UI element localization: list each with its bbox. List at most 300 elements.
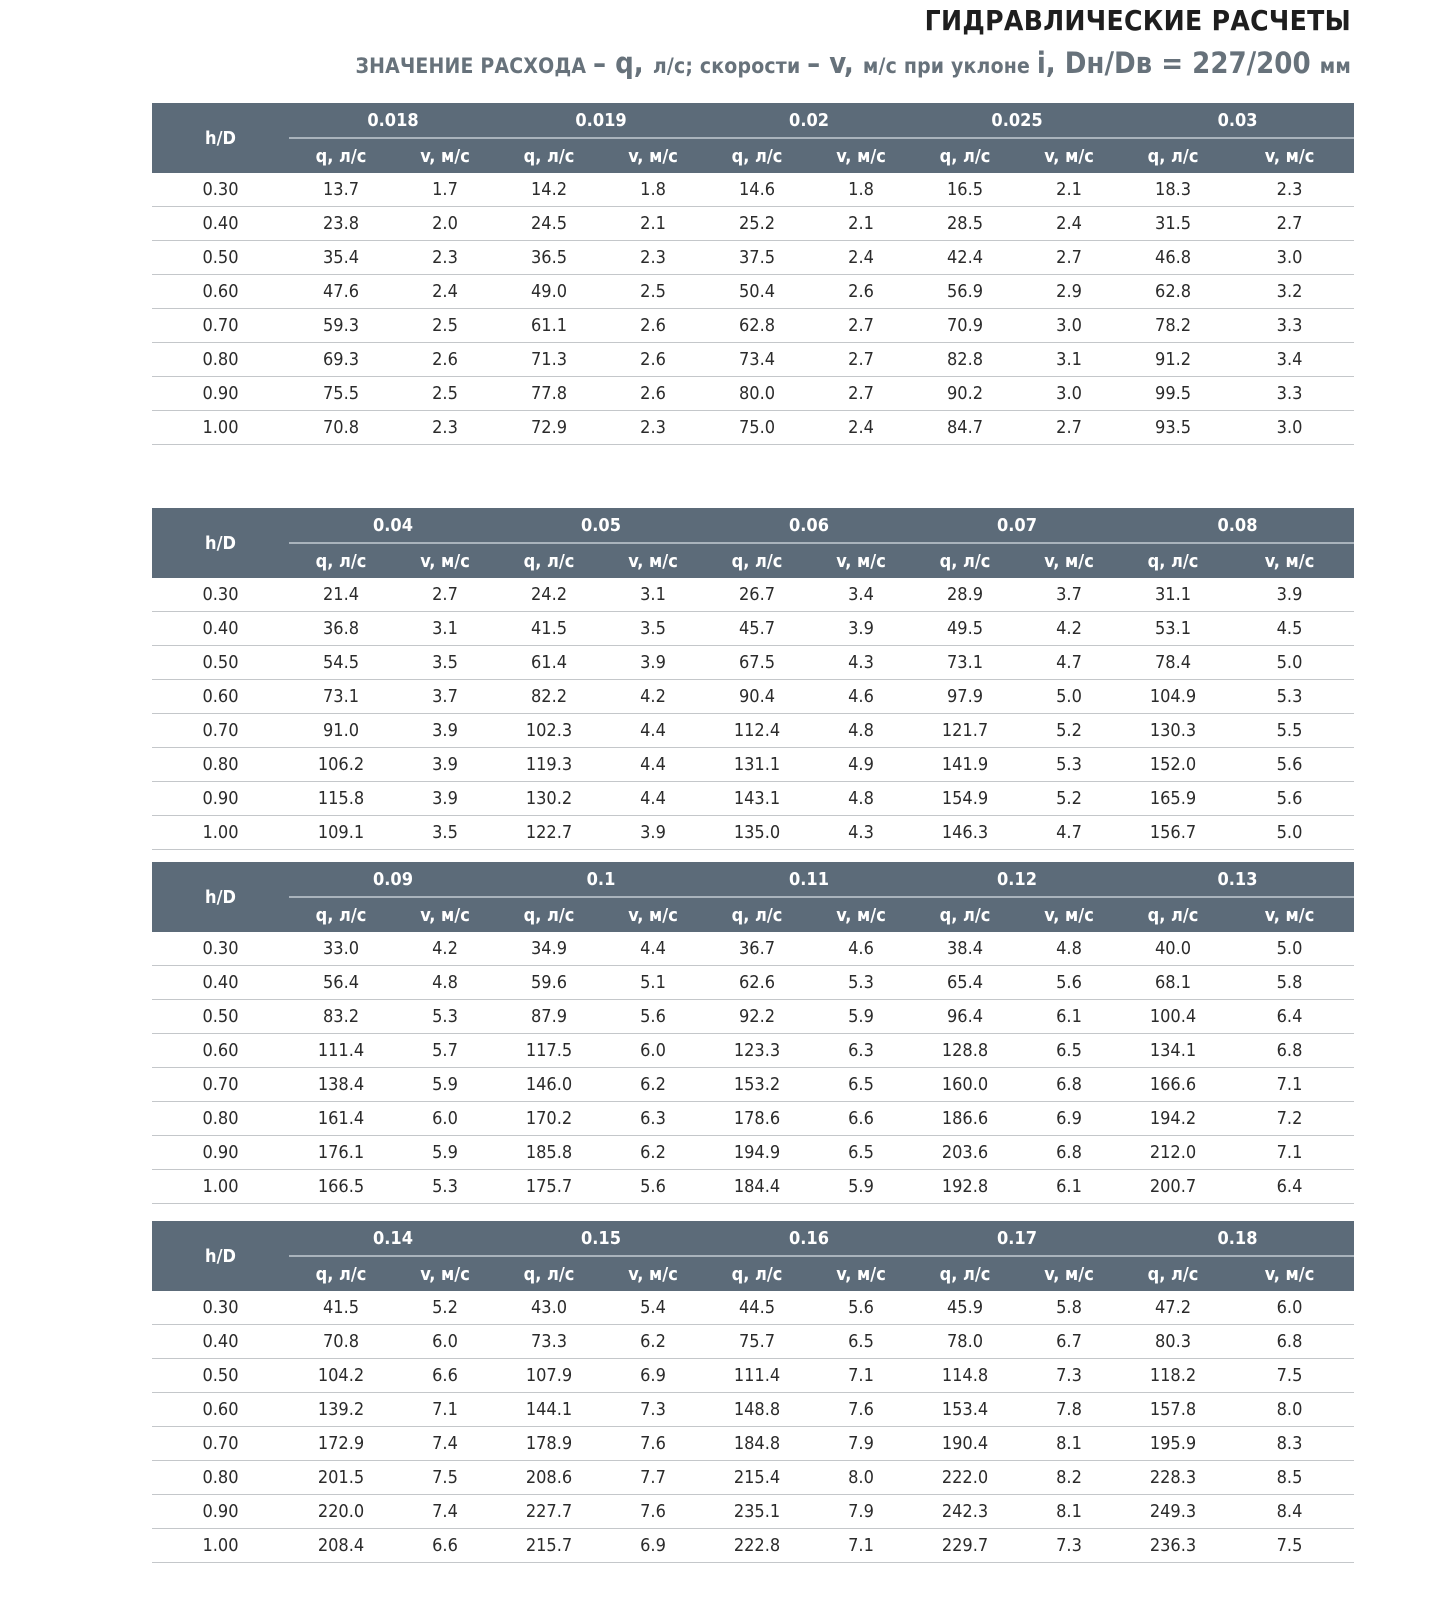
table-row [152, 1291, 1354, 1325]
flow-value: 44.5 [705, 1291, 809, 1325]
velocity-header: v, м/с [393, 138, 497, 173]
velocity-value: 4.2 [601, 680, 705, 714]
flow-header: q, л/с [289, 1256, 393, 1291]
velocity-value: 6.8 [1225, 1034, 1354, 1068]
velocity-header: v, м/с [1017, 897, 1121, 932]
velocity-header: v, м/с [809, 543, 913, 578]
flow-value: 65.4 [913, 966, 1017, 1000]
table-row [152, 1325, 1354, 1359]
flow-value: 41.5 [497, 612, 601, 646]
subtitle-part: мм [1319, 54, 1351, 78]
flow-value: 50.4 [705, 275, 809, 309]
hd-value: 1.00 [152, 411, 289, 445]
velocity-header: v, м/с [601, 138, 705, 173]
velocity-value: 3.3 [1225, 309, 1354, 343]
velocity-value: 2.7 [1225, 207, 1354, 241]
flow-value: 71.3 [497, 343, 601, 377]
velocity-value: 2.7 [809, 309, 913, 343]
flow-value: 139.2 [289, 1393, 393, 1427]
flow-value: 38.4 [913, 932, 1017, 966]
flow-value: 236.3 [1121, 1529, 1225, 1563]
flow-value: 100.4 [1121, 1000, 1225, 1034]
flow-value: 24.2 [497, 578, 601, 612]
velocity-value: 7.4 [393, 1427, 497, 1461]
velocity-value: 4.5 [1225, 612, 1354, 646]
velocity-header: v, м/с [393, 543, 497, 578]
flow-value: 153.2 [705, 1068, 809, 1102]
hd-value: 0.60 [152, 1393, 289, 1427]
flow-value: 178.6 [705, 1102, 809, 1136]
velocity-value: 5.9 [393, 1136, 497, 1170]
subtitle-part: л/с; скорости [652, 54, 808, 78]
hd-value: 0.80 [152, 748, 289, 782]
flow-value: 75.5 [289, 377, 393, 411]
flow-header: q, л/с [289, 897, 393, 932]
flow-value: 203.6 [913, 1136, 1017, 1170]
flow-value: 93.5 [1121, 411, 1225, 445]
table-row [152, 1000, 1354, 1034]
table-row [152, 782, 1354, 816]
flow-value: 128.8 [913, 1034, 1017, 1068]
flow-value: 91.0 [289, 714, 393, 748]
velocity-value: 4.8 [809, 714, 913, 748]
flow-header: q, л/с [705, 897, 809, 932]
flow-value: 122.7 [497, 816, 601, 850]
velocity-value: 7.5 [393, 1461, 497, 1495]
flow-value: 175.7 [497, 1170, 601, 1204]
velocity-header: v, м/с [809, 897, 913, 932]
velocity-value: 7.1 [809, 1529, 913, 1563]
flow-header: q, л/с [289, 138, 393, 173]
velocity-value: 2.4 [809, 241, 913, 275]
velocity-value: 7.3 [1017, 1529, 1121, 1563]
table-row [152, 578, 1354, 612]
velocity-header: v, м/с [1225, 138, 1354, 173]
velocity-value: 5.9 [809, 1000, 913, 1034]
velocity-value: 5.3 [393, 1000, 497, 1034]
flow-value: 80.3 [1121, 1325, 1225, 1359]
velocity-value: 4.8 [393, 966, 497, 1000]
velocity-value: 6.2 [601, 1325, 705, 1359]
velocity-value: 7.9 [809, 1427, 913, 1461]
velocity-value: 5.0 [1225, 816, 1354, 850]
flow-value: 118.2 [1121, 1359, 1225, 1393]
flow-value: 87.9 [497, 1000, 601, 1034]
flow-value: 35.4 [289, 241, 393, 275]
table-row [152, 1068, 1354, 1102]
flow-value: 82.8 [913, 343, 1017, 377]
velocity-value: 3.7 [393, 680, 497, 714]
velocity-value: 3.4 [809, 578, 913, 612]
flow-value: 21.4 [289, 578, 393, 612]
velocity-value: 7.1 [809, 1359, 913, 1393]
velocity-value: 2.9 [1017, 275, 1121, 309]
table-row [152, 646, 1354, 680]
velocity-value: 3.9 [1225, 578, 1354, 612]
table-row [152, 932, 1354, 966]
flow-value: 78.0 [913, 1325, 1017, 1359]
flow-value: 36.7 [705, 932, 809, 966]
hd-value: 0.30 [152, 173, 289, 207]
velocity-value: 7.6 [601, 1495, 705, 1529]
velocity-value: 7.7 [601, 1461, 705, 1495]
hd-value: 0.60 [152, 275, 289, 309]
table-row [152, 1427, 1354, 1461]
velocity-value: 6.9 [1017, 1102, 1121, 1136]
flow-value: 222.0 [913, 1461, 1017, 1495]
flow-value: 111.4 [289, 1034, 393, 1068]
table-row [152, 966, 1354, 1000]
velocity-value: 2.3 [601, 241, 705, 275]
velocity-value: 7.9 [809, 1495, 913, 1529]
table-row [152, 377, 1354, 411]
velocity-value: 3.0 [1225, 411, 1354, 445]
velocity-value: 4.4 [601, 932, 705, 966]
flow-value: 220.0 [289, 1495, 393, 1529]
velocity-value: 2.3 [393, 411, 497, 445]
hd-value: 0.30 [152, 932, 289, 966]
velocity-value: 3.1 [1017, 343, 1121, 377]
hd-value: 0.30 [152, 1291, 289, 1325]
velocity-value: 5.6 [601, 1170, 705, 1204]
flow-value: 73.1 [913, 646, 1017, 680]
velocity-value: 8.2 [1017, 1461, 1121, 1495]
velocity-value: 4.6 [809, 680, 913, 714]
flow-value: 33.0 [289, 932, 393, 966]
velocity-value: 8.0 [1225, 1393, 1354, 1427]
velocity-value: 7.5 [1225, 1529, 1354, 1563]
velocity-header: v, м/с [809, 138, 913, 173]
table-row [152, 1393, 1354, 1427]
flow-value: 176.1 [289, 1136, 393, 1170]
flow-header: q, л/с [913, 897, 1017, 932]
flow-value: 77.8 [497, 377, 601, 411]
table-row [152, 173, 1354, 207]
velocity-header: v, м/с [393, 1256, 497, 1291]
slope-header: 0.018 [289, 103, 497, 138]
velocity-header: v, м/с [393, 897, 497, 932]
velocity-value: 6.6 [393, 1529, 497, 1563]
flow-header: q, л/с [497, 138, 601, 173]
flow-value: 42.4 [913, 241, 1017, 275]
hd-value: 0.60 [152, 680, 289, 714]
velocity-header: v, м/с [1225, 543, 1354, 578]
slope-header: 0.06 [705, 508, 913, 543]
velocity-value: 4.6 [809, 932, 913, 966]
velocity-value: 5.2 [393, 1291, 497, 1325]
flow-value: 141.9 [913, 748, 1017, 782]
flow-value: 67.5 [705, 646, 809, 680]
slope-header: 0.11 [705, 862, 913, 897]
velocity-value: 7.6 [601, 1427, 705, 1461]
flow-value: 14.6 [705, 173, 809, 207]
table-row [152, 1170, 1354, 1204]
velocity-value: 5.3 [393, 1170, 497, 1204]
flow-value: 228.3 [1121, 1461, 1225, 1495]
flow-value: 92.2 [705, 1000, 809, 1034]
flow-value: 31.1 [1121, 578, 1225, 612]
flow-value: 45.7 [705, 612, 809, 646]
velocity-value: 2.5 [393, 377, 497, 411]
velocity-value: 7.8 [1017, 1393, 1121, 1427]
velocity-value: 2.7 [809, 343, 913, 377]
velocity-value: 7.2 [1225, 1102, 1354, 1136]
velocity-value: 6.2 [601, 1136, 705, 1170]
flow-header: q, л/с [1121, 897, 1225, 932]
flow-value: 115.8 [289, 782, 393, 816]
subtitle-part: i, Dн/Dв = 227/200 [1036, 46, 1320, 80]
flow-value: 227.7 [497, 1495, 601, 1529]
flow-value: 16.5 [913, 173, 1017, 207]
velocity-value: 5.3 [809, 966, 913, 1000]
table-row [152, 1495, 1354, 1529]
hydraulic-table [152, 508, 1354, 850]
velocity-header: v, м/с [1017, 543, 1121, 578]
flow-header: q, л/с [497, 1256, 601, 1291]
velocity-header: v, м/с [1225, 897, 1354, 932]
flow-value: 97.9 [913, 680, 1017, 714]
flow-header: q, л/с [497, 543, 601, 578]
hd-value: 0.70 [152, 714, 289, 748]
flow-value: 166.6 [1121, 1068, 1225, 1102]
hd-value: 0.90 [152, 782, 289, 816]
velocity-value: 4.8 [809, 782, 913, 816]
flow-value: 121.7 [913, 714, 1017, 748]
flow-value: 75.0 [705, 411, 809, 445]
column-header-hd: h/D [152, 1221, 289, 1291]
flow-value: 146.3 [913, 816, 1017, 850]
flow-value: 78.4 [1121, 646, 1225, 680]
velocity-value: 2.6 [601, 343, 705, 377]
velocity-value: 4.4 [601, 782, 705, 816]
velocity-value: 2.3 [393, 241, 497, 275]
flow-value: 249.3 [1121, 1495, 1225, 1529]
velocity-value: 1.8 [809, 173, 913, 207]
velocity-value: 2.1 [1017, 173, 1121, 207]
flow-value: 56.4 [289, 966, 393, 1000]
velocity-value: 6.6 [393, 1359, 497, 1393]
table-row [152, 241, 1354, 275]
hd-value: 0.40 [152, 207, 289, 241]
flow-value: 56.9 [913, 275, 1017, 309]
flow-value: 160.0 [913, 1068, 1017, 1102]
velocity-value: 3.1 [393, 612, 497, 646]
table-row [152, 275, 1354, 309]
flow-value: 43.0 [497, 1291, 601, 1325]
velocity-value: 5.8 [1017, 1291, 1121, 1325]
velocity-value: 3.9 [809, 612, 913, 646]
velocity-value: 3.9 [393, 782, 497, 816]
velocity-value: 8.0 [809, 1461, 913, 1495]
flow-value: 61.1 [497, 309, 601, 343]
velocity-value: 8.1 [1017, 1427, 1121, 1461]
flow-value: 90.2 [913, 377, 1017, 411]
flow-value: 36.5 [497, 241, 601, 275]
velocity-value: 3.2 [1225, 275, 1354, 309]
flow-value: 23.8 [289, 207, 393, 241]
flow-value: 208.6 [497, 1461, 601, 1495]
flow-value: 184.4 [705, 1170, 809, 1204]
hd-value: 0.40 [152, 612, 289, 646]
flow-value: 41.5 [289, 1291, 393, 1325]
velocity-value: 3.4 [1225, 343, 1354, 377]
flow-value: 143.1 [705, 782, 809, 816]
flow-value: 13.7 [289, 173, 393, 207]
flow-value: 26.7 [705, 578, 809, 612]
flow-value: 102.3 [497, 714, 601, 748]
flow-value: 18.3 [1121, 173, 1225, 207]
velocity-value: 6.5 [809, 1136, 913, 1170]
flow-value: 109.1 [289, 816, 393, 850]
velocity-value: 6.9 [601, 1529, 705, 1563]
velocity-value: 7.5 [1225, 1359, 1354, 1393]
flow-header: q, л/с [1121, 543, 1225, 578]
flow-value: 73.4 [705, 343, 809, 377]
hd-value: 0.60 [152, 1034, 289, 1068]
velocity-value: 3.9 [601, 816, 705, 850]
velocity-value: 6.6 [809, 1102, 913, 1136]
table-row [152, 1102, 1354, 1136]
flow-value: 192.8 [913, 1170, 1017, 1204]
flow-value: 242.3 [913, 1495, 1017, 1529]
velocity-value: 2.4 [1017, 207, 1121, 241]
flow-value: 36.8 [289, 612, 393, 646]
velocity-value: 7.4 [393, 1495, 497, 1529]
hd-value: 0.90 [152, 1136, 289, 1170]
velocity-value: 5.1 [601, 966, 705, 1000]
table-row [152, 1359, 1354, 1393]
velocity-value: 6.0 [601, 1034, 705, 1068]
velocity-header: v, м/с [1225, 1256, 1354, 1291]
hd-value: 0.50 [152, 241, 289, 275]
velocity-value: 5.6 [601, 1000, 705, 1034]
flow-value: 215.7 [497, 1529, 601, 1563]
velocity-value: 5.6 [1225, 748, 1354, 782]
flow-header: q, л/с [289, 543, 393, 578]
flow-value: 31.5 [1121, 207, 1225, 241]
table-row [152, 1034, 1354, 1068]
hd-value: 1.00 [152, 816, 289, 850]
flow-value: 156.7 [1121, 816, 1225, 850]
flow-value: 73.3 [497, 1325, 601, 1359]
flow-value: 184.8 [705, 1427, 809, 1461]
flow-value: 84.7 [913, 411, 1017, 445]
flow-value: 172.9 [289, 1427, 393, 1461]
velocity-value: 5.6 [809, 1291, 913, 1325]
velocity-value: 5.4 [601, 1291, 705, 1325]
flow-value: 200.7 [1121, 1170, 1225, 1204]
flow-value: 68.1 [1121, 966, 1225, 1000]
flow-header: q, л/с [913, 138, 1017, 173]
velocity-value: 2.7 [1017, 241, 1121, 275]
flow-header: q, л/с [1121, 1256, 1225, 1291]
hydraulic-table [152, 1221, 1354, 1563]
flow-value: 131.1 [705, 748, 809, 782]
subtitle-part: – v, [807, 46, 863, 80]
velocity-value: 3.5 [393, 646, 497, 680]
flow-value: 154.9 [913, 782, 1017, 816]
page-title: ГИДРАВЛИЧЕСКИЕ РАСЧЕТЫ [924, 4, 1351, 37]
velocity-value: 5.9 [393, 1068, 497, 1102]
flow-value: 170.2 [497, 1102, 601, 1136]
table-row [152, 1529, 1354, 1563]
velocity-value: 5.6 [1225, 782, 1354, 816]
velocity-value: 7.3 [1017, 1359, 1121, 1393]
flow-value: 190.4 [913, 1427, 1017, 1461]
flow-value: 130.3 [1121, 714, 1225, 748]
velocity-value: 2.4 [393, 275, 497, 309]
velocity-value: 5.3 [1017, 748, 1121, 782]
velocity-value: 6.3 [809, 1034, 913, 1068]
hd-value: 0.70 [152, 309, 289, 343]
flow-value: 75.7 [705, 1325, 809, 1359]
velocity-value: 5.7 [393, 1034, 497, 1068]
hd-value: 0.30 [152, 578, 289, 612]
slope-header: 0.019 [497, 103, 705, 138]
velocity-value: 3.7 [1017, 578, 1121, 612]
velocity-value: 7.1 [1225, 1068, 1354, 1102]
velocity-value: 2.7 [393, 578, 497, 612]
table-row [152, 612, 1354, 646]
flow-value: 70.8 [289, 411, 393, 445]
velocity-value: 8.3 [1225, 1427, 1354, 1461]
flow-value: 73.1 [289, 680, 393, 714]
flow-value: 62.6 [705, 966, 809, 1000]
flow-value: 49.5 [913, 612, 1017, 646]
flow-value: 201.5 [289, 1461, 393, 1495]
slope-header: 0.1 [497, 862, 705, 897]
velocity-value: 3.3 [1225, 377, 1354, 411]
velocity-value: 2.5 [393, 309, 497, 343]
slope-header: 0.17 [913, 1221, 1121, 1256]
velocity-value: 6.0 [393, 1102, 497, 1136]
slope-header: 0.12 [913, 862, 1121, 897]
flow-value: 49.0 [497, 275, 601, 309]
velocity-value: 2.6 [601, 309, 705, 343]
flow-value: 54.5 [289, 646, 393, 680]
velocity-value: 4.7 [1017, 816, 1121, 850]
hd-value: 0.50 [152, 1000, 289, 1034]
velocity-value: 6.4 [1225, 1000, 1354, 1034]
velocity-value: 2.6 [809, 275, 913, 309]
flow-value: 208.4 [289, 1529, 393, 1563]
flow-value: 104.2 [289, 1359, 393, 1393]
velocity-value: 6.8 [1017, 1136, 1121, 1170]
flow-value: 148.8 [705, 1393, 809, 1427]
flow-value: 69.3 [289, 343, 393, 377]
velocity-value: 3.0 [1017, 377, 1121, 411]
table-row [152, 1461, 1354, 1495]
velocity-value: 6.1 [1017, 1000, 1121, 1034]
flow-value: 119.3 [497, 748, 601, 782]
flow-value: 165.9 [1121, 782, 1225, 816]
velocity-value: 5.6 [1017, 966, 1121, 1000]
flow-value: 212.0 [1121, 1136, 1225, 1170]
slope-header: 0.03 [1121, 103, 1354, 138]
slope-header: 0.09 [289, 862, 497, 897]
table-row [152, 680, 1354, 714]
velocity-value: 8.4 [1225, 1495, 1354, 1529]
flow-value: 78.2 [1121, 309, 1225, 343]
velocity-value: 6.3 [601, 1102, 705, 1136]
hydraulic-table [152, 862, 1354, 1204]
velocity-header: v, м/с [601, 543, 705, 578]
flow-value: 194.9 [705, 1136, 809, 1170]
flow-value: 53.1 [1121, 612, 1225, 646]
flow-value: 153.4 [913, 1393, 1017, 1427]
flow-value: 99.5 [1121, 377, 1225, 411]
flow-value: 222.8 [705, 1529, 809, 1563]
